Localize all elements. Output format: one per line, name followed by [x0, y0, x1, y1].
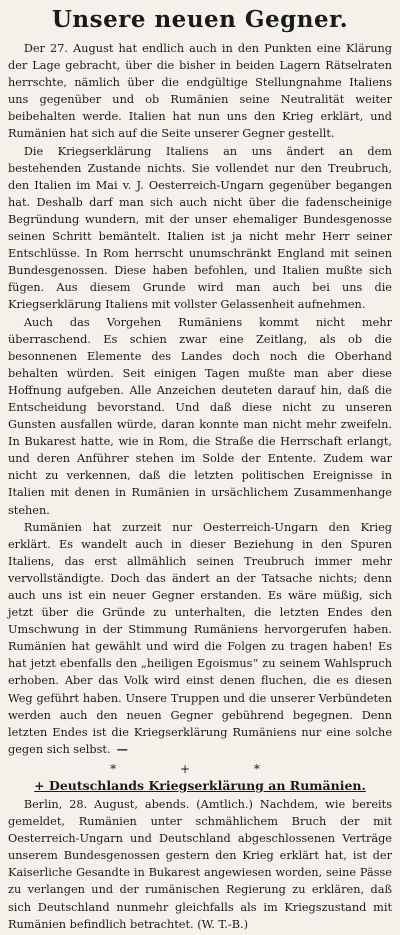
dispatch-paragraph: Berlin, 28. August, abends. (Amtlich.) Nachdem, wie bereits gemeldet, Rumänien unter schmählichem Bruch der mit Oesterreich-Ungarn und Deutschland abgeschlossenen Verträge unserem Bundesgenossen gestern den Krieg erklärt hat, ist der Kaiserliche Gesandte in Bukarest angewiesen worden, seine Pässe zu verlangen und der rumänischen Regierung zu erklären, daß sich Deutschland nunmehr gleichfalls als im Kriegszustand mit Rumänien befindlich betrachtet. (W. T.-B.) — [8, 797, 392, 931]
paragraph: Die Kriegserklärung Italiens an uns ändert an dem bestehenden Zustande nichts. Sie vollendet nur den Treubruch, den Italien im Mai v. J. Oesterreich-Ungarn gegenüber begangen hat. Deshalb darf man sich auch nicht über die fadenscheinige Begründung wundern, mit der unser ehemaliger Bundesgenosse seinen Schritt bemäntelt. Italien ist ja nicht mehr Herr seiner Entschlüsse. In Rom herrscht unumschränkt England mit seinen Bundesgenossen. Diese haben befohlen, und Italien mußte sich fügen. Aus diesem Grunde wird man auch bei uns die Kriegserklärung Italiens mit vollster Gelassenheit aufnehmen. — [8, 144, 392, 312]
article-body — [8, 40, 392, 758]
paragraph — [8, 519, 392, 758]
closing-mark: — — [116, 741, 128, 756]
headline: Unsere neuen Gegner. — [51, 6, 349, 33]
paragraph: Auch das Vorgehen Rumäniens kommt nicht mehr überraschend. Es schien zwar eine Zeitlang, als ob die besonnenen Elemente des Landes doch noch die Oberhand behalten würden. Seit einigen Tagen mußte man aber diese Hoffnung aufgeben. Alle Anzeichen deuteten darauf hin, daß die Entscheidung bevorstand. Und daß diese nicht zu unseren Gunsten ausfallen würde, daran konnte man nicht mehr zweifeln. In Bukarest hatte, wie in Rom, die Straße die Herrschaft erlangt, und deren Anführer stehen im Solde der Entente. Zudem war nicht zu verkennen, daß die letzten politischen Ereignisse in Italien mit denen in Rumänien in ursächlichem Zusammenhange stehen. — [8, 315, 392, 517]
section-divider: * + * — [110, 761, 290, 776]
sub-headline: + Deutschlands Kriegserklärung an Rumänien. — [34, 777, 366, 793]
dispatch-body — [8, 796, 392, 933]
paragraph: Der 27. August hat endlich auch in den Punkten eine Klärung der Lage gebracht, über die bisher in beiden Lagern Rätselraten herrschte, nämlich über die endgültige Stellungnahme Italiens uns gegenüber und ob Rumänien seine Neutralität weiter beibehalten werde. Italien hat nun uns den Krieg erklärt, und Rumänien hat sich auf die Seite unserer Gegner gestellt. — [8, 42, 392, 141]
paragraph-text: Rumänien hat zurzeit nur Oesterreich-Ungarn den Krieg erklärt. Es wandelt auch in dieser Beziehung in den Spuren Italiens, das erst allmählich seinen Treubruch immer mehr vervollständigte. Doch das ändert an der Tatsache nichts; denn auch uns ist ein neuer Gegner erstanden. Es wäre müßig, sich jetzt über die Gründe zu unterhalten, die letzten Endes den Umschwung in der Stimmung Rumäniens hervorgerufen haben. Rumänien hat gewählt und wird die Folgen zu tragen haben! Es hat jetzt ebenfalls den „heiligen Egoismus“ zu seinem Wahlspruch erhoben. Aber das Volk wird einst denen fluchen, die es diesen Weg geführt haben. Unsere Truppen und die unserer Verbündeten werden auch den neuen Gegner gebührend begegnen. Denn letzten Endes ist die Kriegserklärung Rumäniens nur eine solche gegen sich selbst. — [8, 520, 392, 756]
